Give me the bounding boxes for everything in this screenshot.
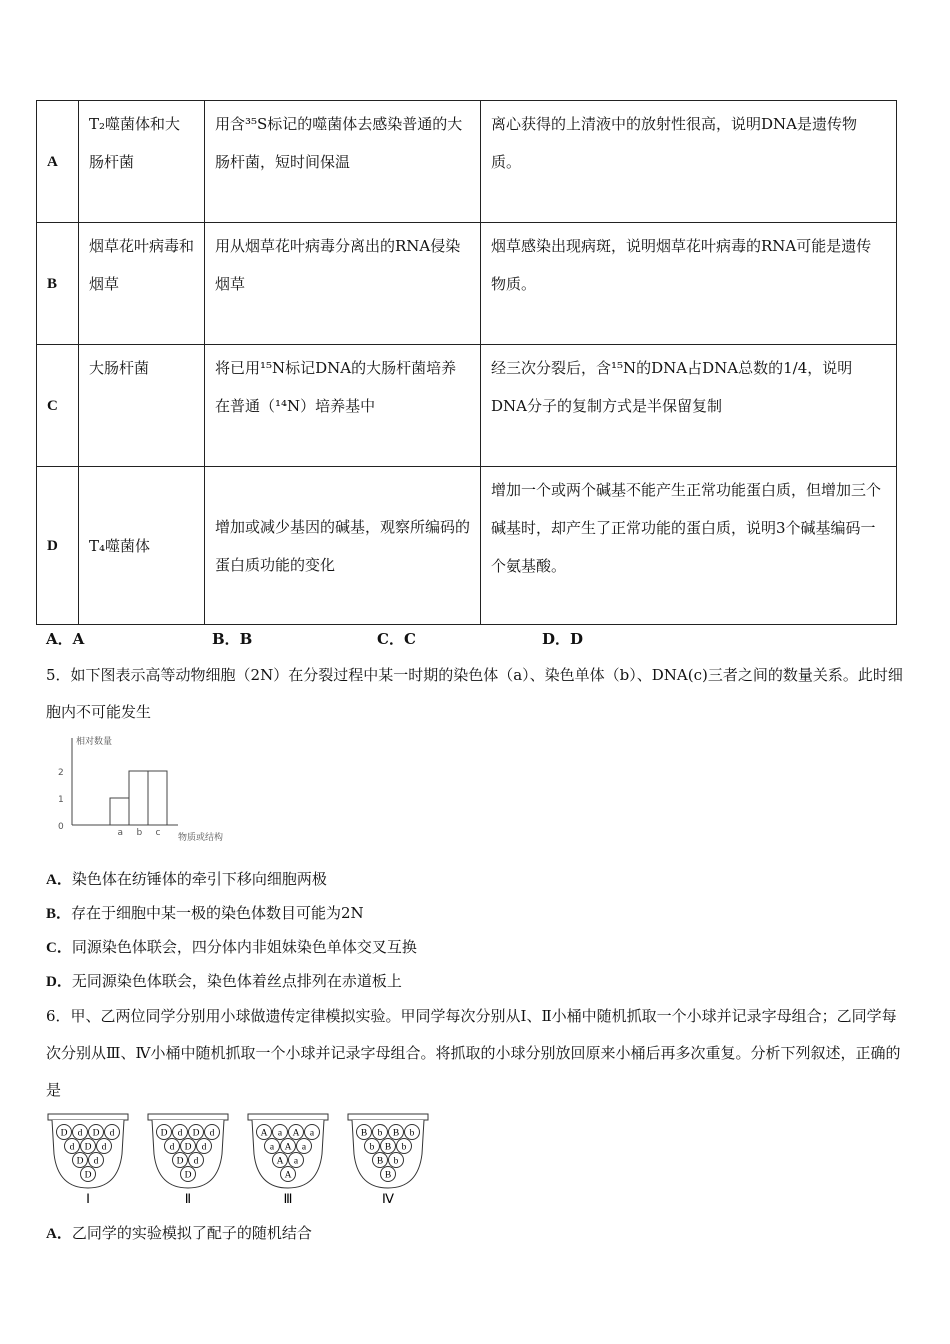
ball-label: B <box>384 1142 392 1153</box>
table-row <box>37 345 897 467</box>
ball-label: b <box>401 1142 407 1153</box>
ball-label: b <box>369 1142 375 1153</box>
ball-label: D <box>192 1128 200 1139</box>
ball-label: D <box>76 1156 84 1167</box>
row-conclusion: 烟草感染出现病斑，说明烟草花叶病毒的RNA可能是遗传物质。 <box>481 223 897 345</box>
ball-label: B <box>392 1128 400 1139</box>
row-method: 用含³⁵S标记的噬菌体去感染普通的大肠杆菌，短时间保温 <box>205 101 481 223</box>
ball-label: d <box>109 1128 115 1139</box>
q6-stem: 6．甲、乙两位同学分别用小球做遗传定律模拟实验。甲同学每次分别从Ⅰ、Ⅱ小桶中随机抓取一个小球并记录字母组合；乙同学每次分别从Ⅲ、Ⅳ小桶中随机抓取一个小球并记录字母组合。将抓取的小球分别放回原来小桶后再多次重复。分析下列叙述，正确的是 <box>46 1007 901 1099</box>
bar-c <box>148 771 167 825</box>
bucket-label: Ⅲ <box>283 1191 293 1206</box>
q5-choice-a[interactable]: A．染色体在纺锤体的牵引下移向细胞两极 <box>46 870 327 888</box>
x-axis-label: 物质或结构 <box>178 833 224 843</box>
ball-label: D <box>160 1128 168 1139</box>
q5-choice-b[interactable]: B．存在于细胞中某一极的染色体数目可能为2N <box>46 904 364 922</box>
ball-label: a <box>277 1128 283 1139</box>
row-option: A <box>37 101 79 223</box>
row-conclusion: 增加一个或两个碱基不能产生正常功能蛋白质，但增加三个碱基时，却产生了正常功能的蛋白质，说明3个碱基编码一个氨基酸。 <box>481 467 897 625</box>
ball-label: A <box>284 1170 292 1181</box>
ball-label: d <box>169 1142 175 1153</box>
bucket <box>248 1114 328 1206</box>
row-option: C <box>37 345 79 467</box>
y-tick-label: 2 <box>58 768 64 778</box>
ball-label: a <box>309 1128 315 1139</box>
y-tick-label: 1 <box>58 795 64 805</box>
ball-label: A <box>276 1156 284 1167</box>
bar-a <box>110 798 129 825</box>
y-tick-label: 0 <box>58 822 64 832</box>
row-option: D <box>37 467 79 625</box>
ball-label: b <box>393 1156 399 1167</box>
experiment-table <box>36 100 897 625</box>
ball-label: A <box>284 1142 292 1153</box>
q5-stem: 5．如下图表示高等动物细胞（2N）在分裂过程中某一时期的染色体（a）、染色单体（b）、DNA(c)三者之间的数量关系。此时细胞内不可能发生 <box>46 666 903 721</box>
row-method: 将已用¹⁵N标记DNA的大肠杆菌培养在普通（¹⁴N）培养基中 <box>205 345 481 467</box>
row-material: 大肠杆菌 <box>79 345 205 467</box>
ball-label: A <box>260 1128 268 1139</box>
row-material: 烟草花叶病毒和烟草 <box>79 223 205 345</box>
row-method: 增加或减少基因的碱基，观察所编码的蛋白质功能的变化 <box>205 467 481 625</box>
x-tick-label: a <box>117 828 124 838</box>
ball-label: d <box>93 1156 99 1167</box>
bucket <box>48 1114 128 1206</box>
bar-b <box>129 771 148 825</box>
ball-label: D <box>60 1128 68 1139</box>
bucket <box>148 1114 228 1206</box>
x-tick-label: c <box>155 828 161 838</box>
row-method: 用从烟草花叶病毒分离出的RNA侵染烟草 <box>205 223 481 345</box>
ball-label: a <box>301 1142 307 1153</box>
answer-choice[interactable]: B．B <box>212 630 253 648</box>
answer-choice[interactable]: A．A <box>46 630 85 648</box>
ball-label: B <box>360 1128 368 1139</box>
answer-choice[interactable]: D．D <box>542 630 584 648</box>
ball-label: b <box>409 1128 415 1139</box>
row-conclusion: 经三次分裂后，含¹⁵N的DNA占DNA总数的1/4，说明DNA分子的复制方式是半保留复制 <box>481 345 897 467</box>
ball-label: d <box>201 1142 207 1153</box>
ball-label: D <box>184 1142 192 1153</box>
q6-bucket-diagram <box>44 1110 464 1206</box>
row-material: T₂噬菌体和大肠杆菌 <box>79 101 205 223</box>
q5-bar-chart <box>50 730 250 845</box>
ball-label: d <box>69 1142 75 1153</box>
ball-label: a <box>293 1156 299 1167</box>
ball-label: A <box>292 1128 300 1139</box>
ball-label: B <box>384 1170 392 1181</box>
ball-label: d <box>193 1156 199 1167</box>
bucket <box>348 1114 428 1206</box>
q5-choice-d[interactable]: D．无同源染色体联会，染色体着丝点排列在赤道板上 <box>46 972 402 990</box>
y-axis-label: 相对数量 <box>76 737 113 747</box>
ball-label: D <box>84 1170 92 1181</box>
ball-label: d <box>101 1142 107 1153</box>
ball-label: d <box>77 1128 83 1139</box>
ball-label: D <box>184 1170 192 1181</box>
ball-label: D <box>84 1142 92 1153</box>
row-material: T₄噬菌体 <box>79 467 205 625</box>
q5-choice-c[interactable]: C．同源染色体联会，四分体内非姐妹染色单体交叉互换 <box>46 938 417 956</box>
ball-label: B <box>376 1156 384 1167</box>
row-option: B <box>37 223 79 345</box>
ball-label: D <box>92 1128 100 1139</box>
ball-label: d <box>209 1128 215 1139</box>
q6-choice-a[interactable]: A．乙同学的实验模拟了配子的随机结合 <box>46 1224 312 1242</box>
table-row <box>37 101 897 223</box>
bucket-label: Ⅰ <box>86 1191 90 1206</box>
bucket-label: Ⅱ <box>184 1191 192 1206</box>
ball-label: b <box>377 1128 383 1139</box>
ball-label: a <box>269 1142 275 1153</box>
x-tick-label: b <box>136 828 143 838</box>
table-row <box>37 223 897 345</box>
ball-label: d <box>177 1128 183 1139</box>
row-conclusion: 离心获得的上清液中的放射性很高，说明DNA是遗传物质。 <box>481 101 897 223</box>
bucket-label: Ⅳ <box>382 1191 394 1206</box>
table-row <box>37 467 897 625</box>
ball-label: D <box>176 1156 184 1167</box>
answer-choice[interactable]: C．C <box>377 630 416 648</box>
